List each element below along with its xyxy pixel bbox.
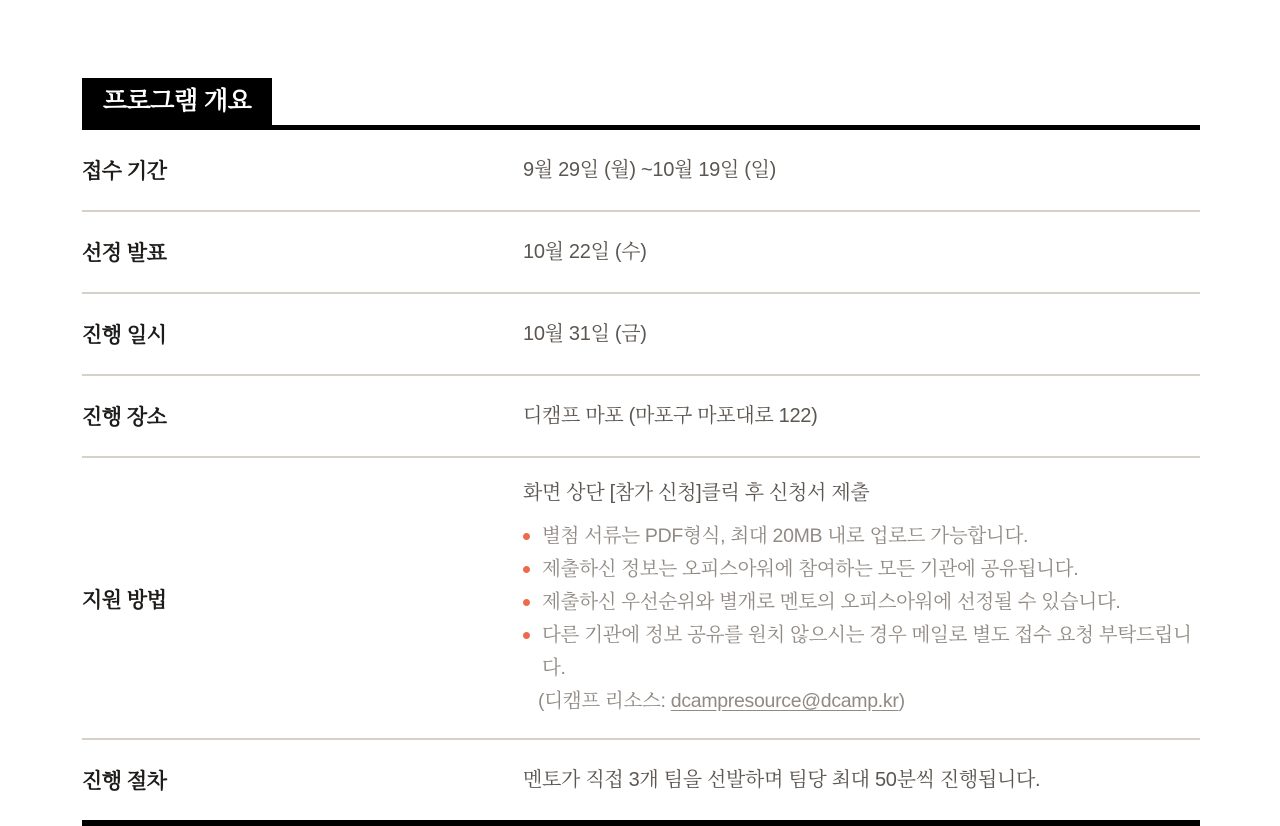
bottom-heavy-rule xyxy=(82,820,1200,826)
list-item xyxy=(523,553,1200,586)
row-value: 디캠프 마포 (마포구 마포대로 122) xyxy=(523,405,818,427)
list-item xyxy=(523,520,1200,553)
table-row-event-date xyxy=(82,294,1200,376)
bullet-text: 제출하신 우선순위와 별개로 멘토의 오피스아워에 선정될 수 있습니다. xyxy=(542,591,1121,613)
bullet-text: 별첨 서류는 PDF형식, 최대 20MB 내로 업로드 가능합니다. xyxy=(542,525,1029,547)
table-row-apply-method xyxy=(82,458,1200,740)
section-title: 프로그램 개요 xyxy=(103,87,252,115)
apply-notes-list xyxy=(523,520,1200,718)
table-row-selection-announcement xyxy=(82,212,1200,294)
list-item xyxy=(523,619,1200,685)
row-label: 선정 발표 xyxy=(82,242,167,265)
section-title-box xyxy=(82,78,272,125)
email-link[interactable]: dcampresource@dcamp.kr xyxy=(670,690,899,712)
row-value xyxy=(523,480,1200,718)
bullet-dot-icon xyxy=(523,632,530,639)
row-value: 멘토가 직접 3개 팀을 선발하며 팀당 최대 50분씩 진행됩니다. xyxy=(523,769,1041,791)
contact-note-prefix: (디캠프 리소스: xyxy=(538,690,671,712)
table-row-event-location xyxy=(82,376,1200,458)
bullet-dot-icon xyxy=(523,533,530,540)
row-value: 9월 29일 (월) ~10월 19일 (일) xyxy=(523,159,776,181)
table-row-application-period xyxy=(82,130,1200,212)
row-label: 진행 절차 xyxy=(82,770,167,793)
row-value: 10월 31일 (금) xyxy=(523,323,647,345)
row-label: 접수 기간 xyxy=(82,160,167,183)
contact-note xyxy=(538,685,905,718)
program-info-table xyxy=(82,130,1200,820)
contact-note-suffix: ) xyxy=(898,690,905,712)
list-item xyxy=(523,586,1200,619)
row-label: 진행 장소 xyxy=(82,406,167,429)
row-label: 지원 방법 xyxy=(82,589,167,612)
apply-intro-text: 화면 상단 [참가 신청]클릭 후 신청서 제출 xyxy=(523,482,870,504)
list-item-contact-note xyxy=(523,685,1200,718)
bullet-text: 다른 기관에 정보 공유를 원치 않으시는 경우 메일로 별도 접수 요청 부탁드립니다. xyxy=(542,624,1192,679)
row-value: 10월 22일 (수) xyxy=(523,241,647,263)
table-row-process xyxy=(82,740,1200,820)
row-label: 진행 일시 xyxy=(82,324,167,347)
bullet-text: 제출하신 정보는 오피스아워에 참여하는 모든 기관에 공유됩니다. xyxy=(542,558,1079,580)
bullet-dot-icon xyxy=(523,599,530,606)
bullet-dot-icon xyxy=(523,566,530,573)
